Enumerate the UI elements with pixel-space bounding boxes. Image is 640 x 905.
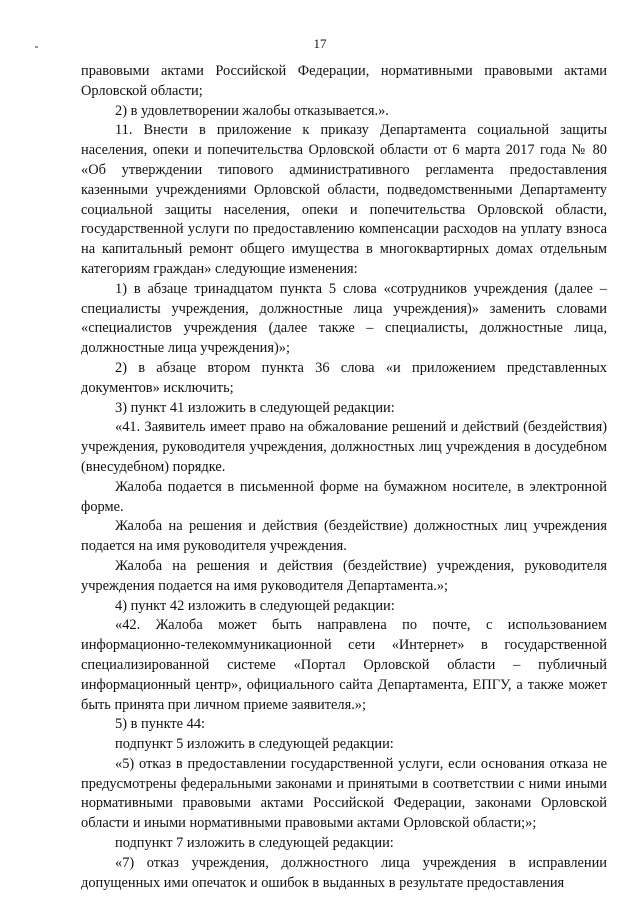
paragraph: подпункт 7 изложить в следующей редакции: [115,835,394,852]
paragraph: 2) в абзаце втором пункта 36 слова «и приложением представленных документов» исключить; [81,359,607,396]
document-body [81,62,607,893]
paragraph: «41. Заявитель имеет право на обжалование решений и действий (бездействия) учреждения, руководителя учреждения, должностных лиц учреждения в досудебном (внесудебном) порядке. [81,419,607,475]
paragraph: Жалоба на решения и действия (бездействие) должностных лиц учреждения подается на имя руководителя учреждения. [81,518,607,555]
paragraph: 5) в пункте 44: [115,716,206,733]
paragraph: 2) в удовлетворении жалобы отказывается.». [115,102,389,119]
paragraph: 1) в абзаце тринадцатом пункта 5 слова «сотрудников учреждения (далее – специалисты учреждения, должностные лица учреждения)» заменить словами «специалистов учреждения (далее также – специалисты, должностные лица, должностные лица учреждения)»; [81,280,607,357]
paragraph: правовыми актами Российской Федерации, нормативными правовыми актами Орловской области; [81,63,607,99]
paragraph: Жалоба подается в письменной форме на бумажном носителе, в электронной форме. [81,478,607,515]
paragraph: Жалоба на решения и действия (бездействие) учреждения, руководителя учреждения подается на имя руководителя Департамента.»; [81,557,607,594]
paragraph: «7) отказ учреждения, должностного лица учреждения в исправлении допущенных ими опечаток и ошибок в выданных в результате предоставления [81,854,607,891]
paragraph: подпункт 5 изложить в следующей редакции: [115,736,394,753]
paragraph: 3) пункт 41 изложить в следующей редакции: [115,399,395,416]
paragraph: «5) отказ в предоставлении государственной услуги, если основания отказа не предусмотрены федеральными законами и принятыми в соответствии с ними иными нормативными правовыми актами Российской Федерации, законами Орловской области и иными нормативными правовыми актами Орловской области;»; [81,755,607,832]
paragraph: 4) пункт 42 изложить в следующей редакции: [115,597,395,614]
paragraph: «42. Жалоба может быть направлена по почте, с использованием информационно-телекоммуникационной сети «Интернет» в государственной специализированной системе «Портал Орловской области – публичный информационный центр», официального сайта Департамента, ЕПГУ, а также может быть принята при личном приеме заявителя.»; [81,617,607,713]
paragraph: 11. Внести в приложение к приказу Департамента социальной защиты населения, опеки и попечительства Орловской области от 6 марта 2017 года № 80 «Об утверждении типового административного регламента предоставления казенными учреждениями Орловской области, подведомственными Департаменту социальной защиты населения, опеки и попечительства Орловской области, государственной услуги по предоставлению компенсации расходов на уплату взноса на капитальный ремонт общего имущества в многоквартирных домах отдельным категориям граждан» следующие изменения: [81,122,607,277]
page-number: 17 [313,36,327,51]
